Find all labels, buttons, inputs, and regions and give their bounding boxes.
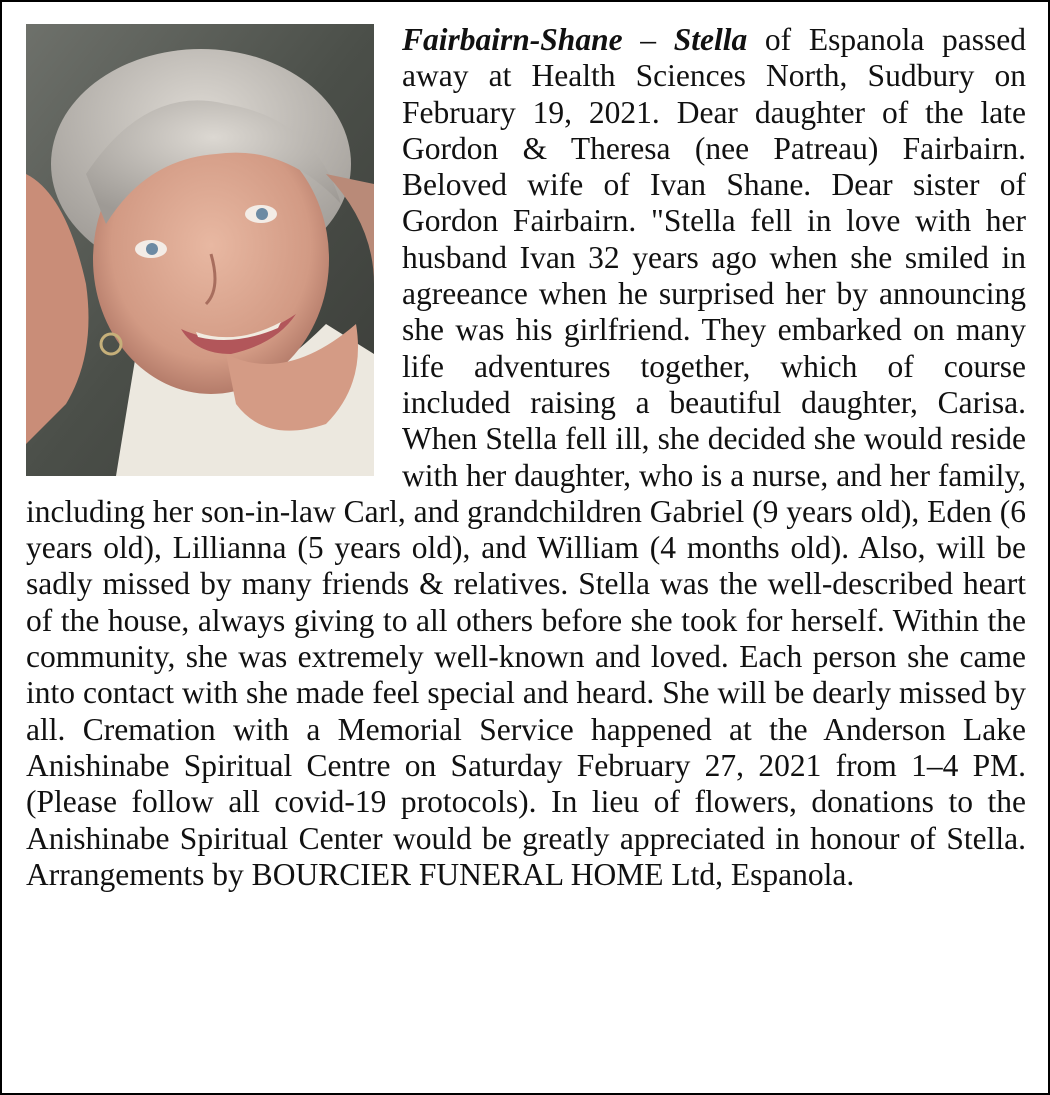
portrait-photo (26, 24, 374, 476)
deceased-surname: Fairbairn-Shane (402, 22, 623, 57)
portrait-illustration (26, 24, 374, 476)
name-dash: – (622, 22, 674, 57)
obituary-body: of Espanola passed away at Health Sciences North, Sudbury on February 19, 2021. Dear daughter of the late Gordon & Theresa (nee Patreau) Fairbairn. Beloved wife of Ivan Shane. Dear sister of Gordon Fairbairn. "Stella fell in love with her husband Ivan 32 years ago when she smiled in agreeance when he surprised her by announcing she was his girlfriend. They embarked on many life adventures together, which of course included raising a beautiful daughter, Carisa. When Stella fell ill, she decided she would reside with her daughter, who is a nurse, and her family, including her son-in-law Carl, and grandchildren Gabriel (9 years old), Eden (6 years old), Lillianna (5 years old), and William (4 months old). Also, will be sadly missed by many friends & relatives. Stella was the well-described heart of the house, always giving to all others before she took for herself. Within the community, she was extremely well-known and loved. Each person she came into contact with she made feel special and heard. She will be dearly missed by all. Cremation with a Memorial Service happened at the Anderson Lake Anishinabe Spiritual Centre on Saturday February 27, 2021 from 1–4 PM. (Please follow all covid-19 protocols). In lieu of flowers, donations to the Anishinabe Spiritual Center would be greatly appreciated in honour of Stella. Arrangements by BOURCIER FUNERAL HOME Ltd, Espanola. (26, 22, 1026, 892)
deceased-given-name: Stella (673, 22, 748, 57)
